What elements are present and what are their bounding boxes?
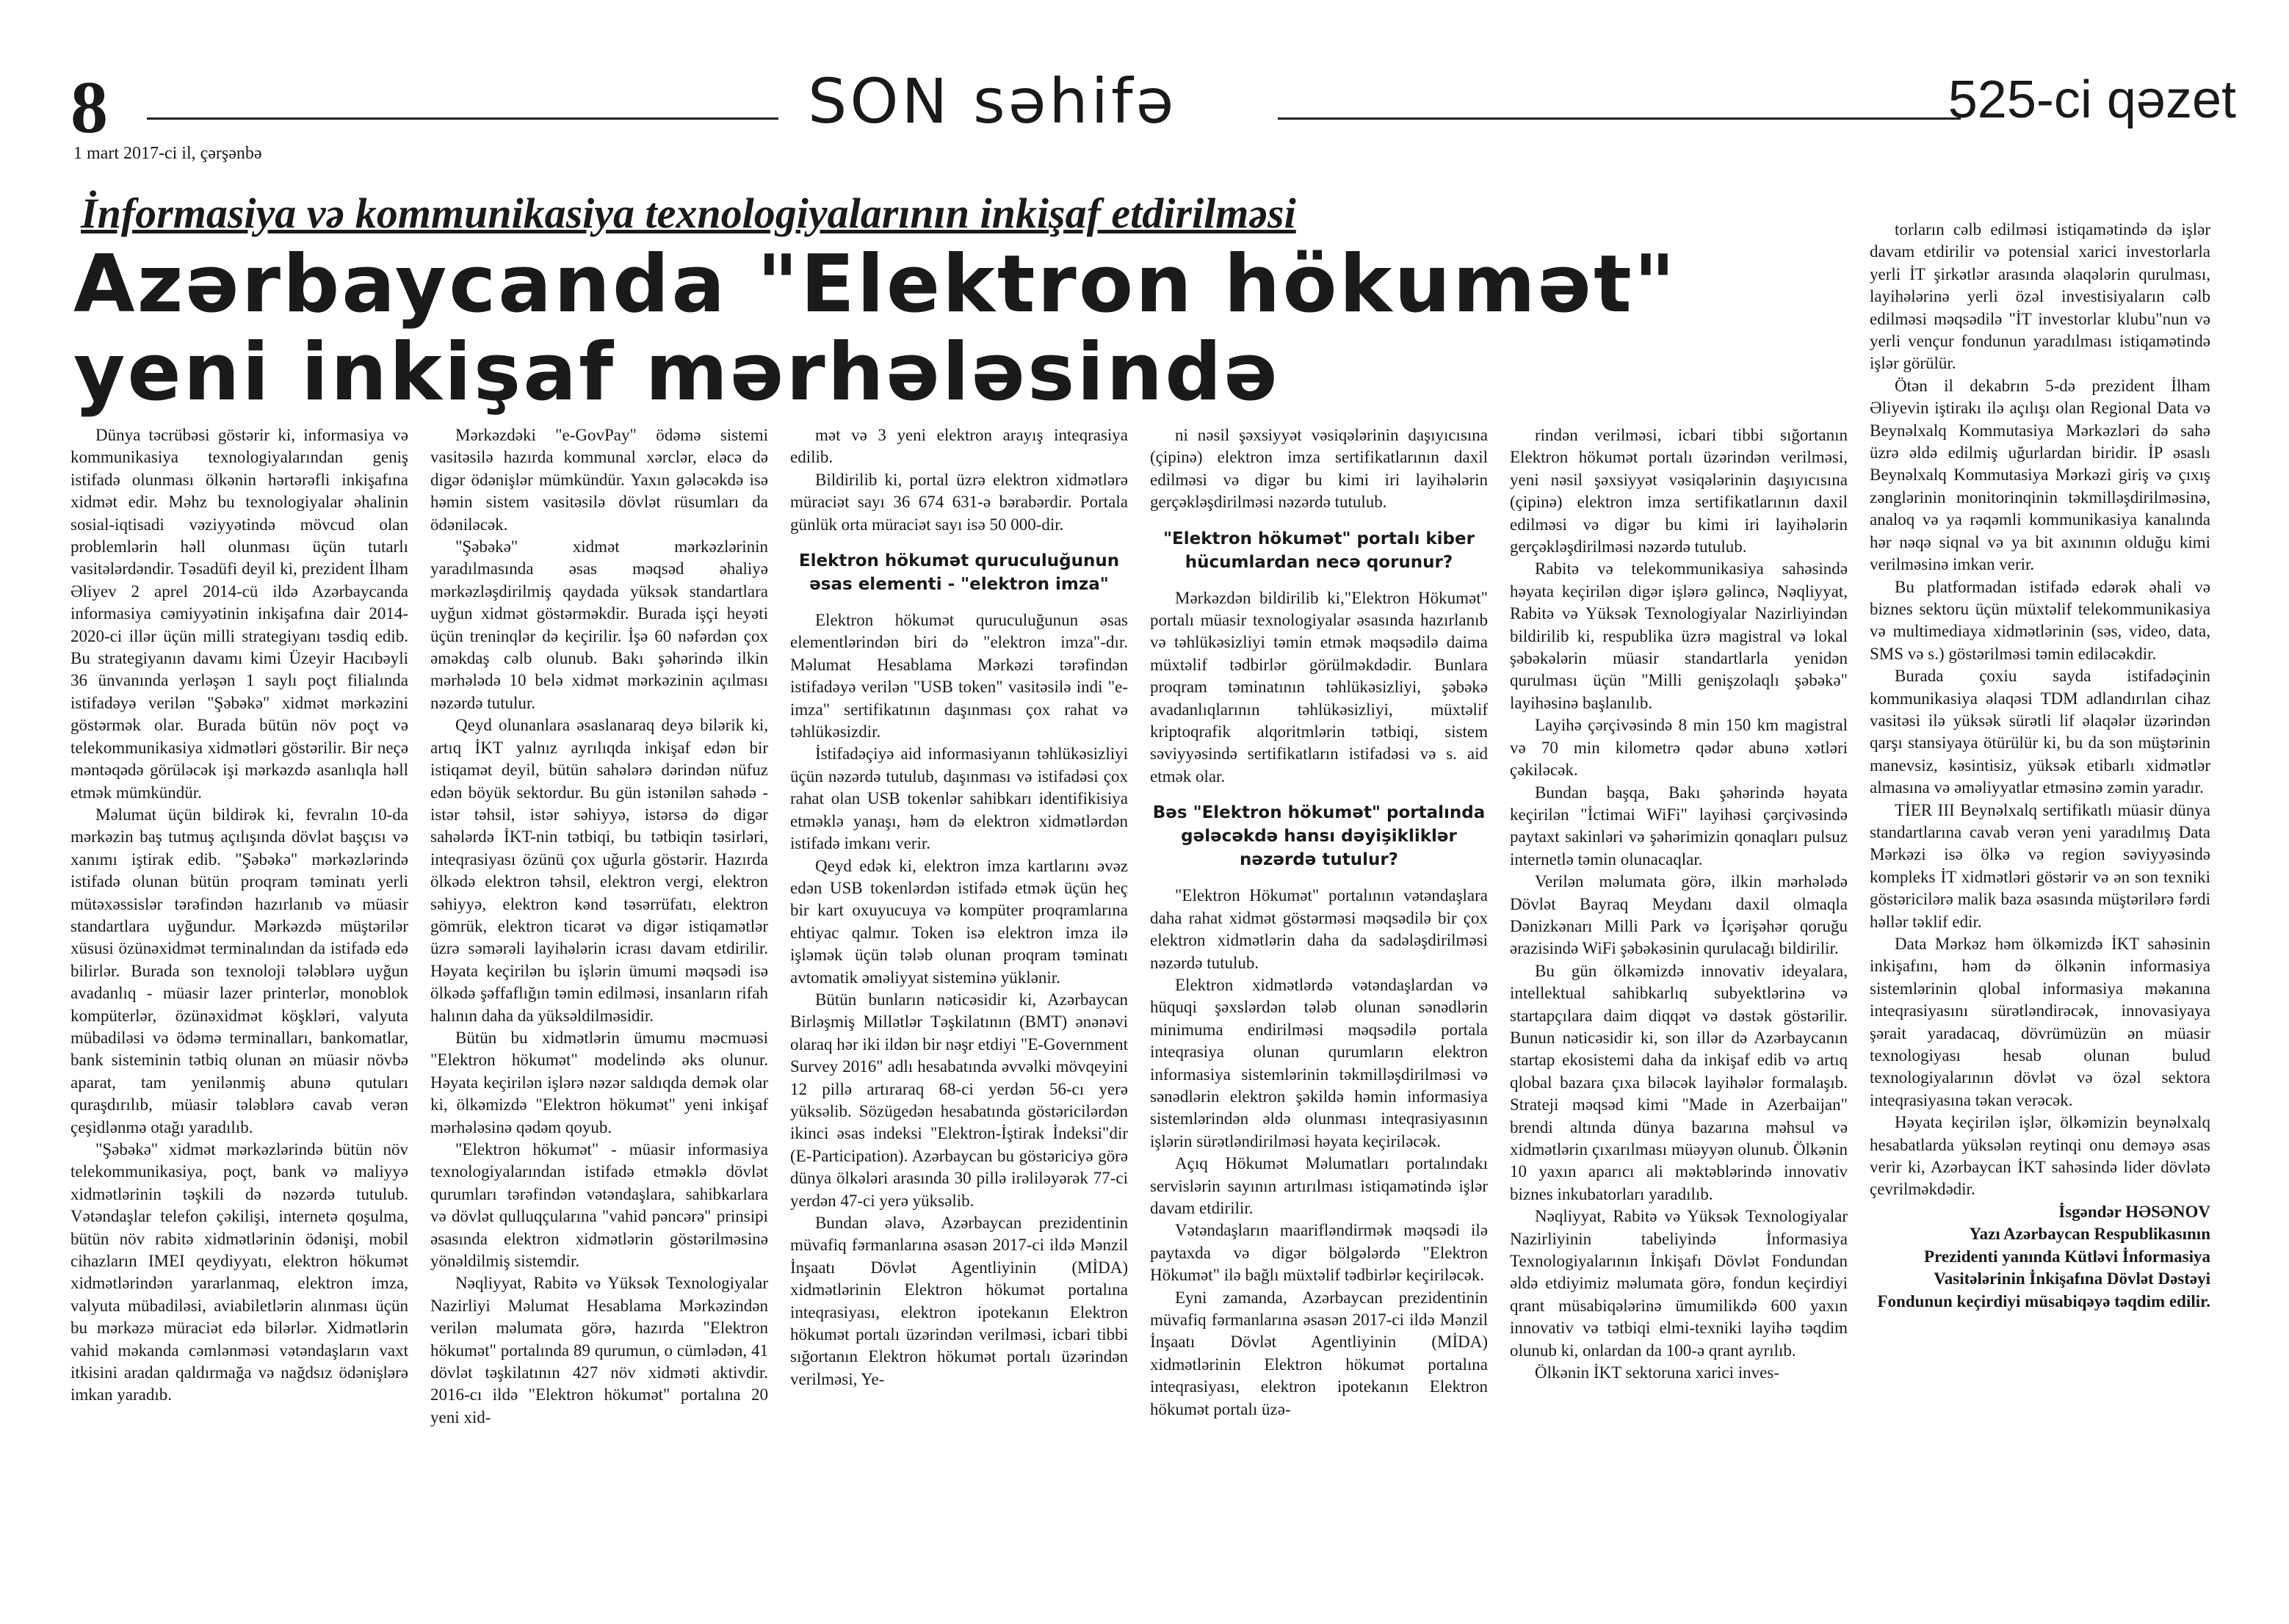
paragraph: Elektron hökumət quruculuğunun əsas elementlərindən biri də "elektron imza"-dır. Məlumat Hesablama Mərkəzi tərəfindən istifadəyə verilən "USB token" vasitəsilə indi "e-imza" sertifikatının daşınması çox rahat və təhlükəsizdir. [790,611,1128,742]
paragraph: "Şəbəkə" xidmət mərkəzlərinin yaradılmasında əsas məqsəd əhaliyə mərkəzləşdirilmiş qaydada yüksək standartlara uyğun xidmət göstərməkdir. Burada işçi heyəti üçün treninqlər də keçirilir. İşə 60 nəfərdən çox əməkdaş cəlb olunub. Bakı şəhərində ilkin mərhələdə 10 belə xidmət mərkəzinin açılması nəzərdə tutulur. [430,537,768,712]
paragraph: rindən verilməsi, icbari tibbi sığortanın Elektron hökumət portalı üzərindən verilməsi, yeni nəsil şəxsiyyət vəsiqələrinin daşıyıcısına (çipinə) elektron imza sertifikatlarının daxil edilməsi və digər bu kimi iri layihələrin gerçəkləşdirilməsi nəzərdə tutulub. [1510,426,1848,557]
paragraph: Nəqliyyat, Rabitə və Yüksək Texnologiyalar Nazirliyi Məlumat Hesablama Mərkəzindən verilən məlumata görə, hazırda "Elektron hökumət" portalında 89 qurumun, o cümlədən, 41 dövlət təşkilatının 427 növ xidməti aktivdir. 2016-cı ildə "Elektron hökumət" portalına 20 yeni xid- [430,1274,768,1427]
paragraph: Verilən məlumata görə, ilkin mərhələdə Dövlət Bayraq Meydanı daxil olmaqla Dənizkənarı Milli Park və İçərişəhər qoruğu ərazisində WiFi şəbəkəsinin qurulacağı bildirilir. [1510,872,1848,958]
issue-date: 1 mart 2017-ci il, çərşənbə [73,144,262,163]
paragraph: Nəqliyyat, Rabitə və Yüksək Texnologiyalar Nazirliyinin tabeliyində İnformasiya Texnologiyalarının İnkişafı Dövlət Fondundan əldə etdiyimiz məlumata görə, fondun keçirdiyi qrant müsabiqələrinə ümumilikdə 600 yaxın innovativ və tətbiqi elmi-texniki layihə təqdim olunub ki, onlardan da 100-ə qrant ayrılıb. [1510,1207,1848,1360]
header-rule-left [147,117,778,120]
subheading-cyber-protection: "Elektron hökumət" portalı kiber hücumlardan necə qorunur? [1163,529,1475,572]
subheading-electronic-signature: Elektron hökumət quruculuğunun əsas elementi - "elektron imza" [798,551,1120,595]
column-1 [70,424,408,1407]
paragraph: Bundan əlavə, Azərbaycan prezidentinin müvafiq fərmanlarına əsasən 2017-ci ildə Mənzil İnşaatı Dövlət Agentliyinin (MİDA) xidmətlərinin Elektron hökumət portalına inteqrasiyası, elektron ipotekanın Elektron hökumət portalı üzərindən verilməsi, icbari tibbi sığortanın Elektron hökumət portalı üzərindən verilməsi, Ye- [790,1214,1128,1388]
header-rule-right [1278,117,1961,120]
paragraph: "Şəbəkə" xidmət mərkəzlərində bütün növ telekommunikasiya, poçt, bank və maliyyə xidmətlərinin təşkili də nəzərdə tutulub. Vətəndaşlar telefon çəkilişi, internetə qoşulma, bütün növ rabitə xidmətlərinin ödənişi, mobil cihazların IMEI qeydiyyatı, elektron hökumət xidmətlərindən yararlanmaq, elektron imza, valyuta mübadiləsi, aviabiletlərin alınması üçün bu mərkəzə müraciət edə bilərlər. Xidmətlərin vahid məkanda cəmlənməsi vətəndaşların vaxt itkisini aradan qaldırmağa və nağdsız ödənişlərə imkan yaradıb. [70,1140,408,1404]
paragraph: "Elektron Hökumət" portalının vətəndaşlara daha rahat xidmət göstərməsi məqsədilə bir çox elektron xidmətlərin daha da sadələşdirilməsi nəzərdə tutulub. [1150,886,1488,972]
paragraph: Elektron xidmətlərdə vətəndaşlardan və hüquqi şəxslərdən tələb olunan sənədlərin minimuma endirilməsi məqsədilə portala inteqrasiya olunan qurumların elektron informasiya sistemlərinin təkmilləşdirilməsi və sənədlərin elektron şəkildə həmin informasiya sistemlərindən əldə olunması inteqrasiyasının işlərin sürətləndirilməsi həyata keçiriləcək. [1150,975,1488,1150]
paragraph: Bütün bunların nəticəsidir ki, Azərbaycan Birləşmiş Millətlər Təşkilatının (BMT) ənənəvi olaraq hər iki ildən bir nəşr etdiyi "E-Government Survey 2016" adlı hesabatında əvvəlki mövqeyini 12 pillə artıraraq 68-ci yerdən 56-cı yerə yüksəlib. Sözügedən hesabatında göstəricilərdən ikinci əsas indeksi "Elektron-İştirak İndeksi"dir (E-Participation). Azərbaycan bu göstəriciyə görə dünya ölkələri arasında 30 pillə irəliləyərək 77-ci yerdən 47-ci yerə yüksəlib. [790,990,1128,1210]
column-4 [1150,424,1488,1421]
column-2 [430,424,768,1429]
headline-line-2: yeni inkişaf mərhələsində [73,327,1280,418]
page-number: 8 [70,66,108,149]
paragraph: ni nəsil şəxsiyyət vəsiqələrinin daşıyıcısına (çipinə) elektron imza sertifikatlarının daxil edilməsi və digər bu kimi iri layihələrin gerçəkləşdirilməsi nəzərdə tutulub. [1150,426,1488,512]
paragraph: TİER III Beynəlxalq sertifikatlı müasir dünya standartlarına cavab verən yeni yaradılmış Data Mərkəzi isə ölkə və region səviyyəsində kompleks İT xidmətləri göstərir və ən son texniki göstəricilərə malik baza əsasında müştərilərə fərdi həllər təklif edir. [1870,800,2210,931]
newspaper-name: 525-ci qəzet [1948,70,2236,129]
paragraph: İstifadəçiyə aid informasiyanın təhlükəsizliyi üçün nəzərdə tutulub, daşınması və istifadəsi çox rahat olan USB tokenlər sahibkarı identifikisiya etməklə yanaşı, həm də elektron xidmətlərdən istifadə imkanı verir. [790,744,1128,853]
headline-line-1: Azərbaycanda "Elektron hökumət" [73,239,1677,330]
column-6 [1870,219,2210,1313]
paragraph: Bundan başqa, Bakı şəhərində həyata keçirilən "İctimai WiFi" layihəsi çərçivəsində paytaxt sakinləri və şəhərimizin qonaqları pulsuz internetlə təmin olunacaqlar. [1510,783,1848,869]
paragraph: Bildirilib ki, portal üzrə elektron xidmətlərə müraciət sayı 36 674 631-ə bərabərdir. Portala günlük orta müraciət sayı isə 50 000-dir. [790,470,1128,534]
paragraph: Eyni zamanda, Azərbaycan prezidentinin müvafiq fərmanlarına əsasən 2017-ci ildə Mənzil İnşaatı Dövlət Agentliyinin (MİDA) xidmətlərinin Elektron hökumət portalına inteqrasiyası, elektron ipotekanın Elektron hökumət portalı üzə- [1150,1288,1488,1418]
paragraph: Bu platformadan istifadə edərək əhali və biznes sektoru üçün müxtəlif telekommunikasiya və multimediaya xidmətlərinin (səs, video, data, SMS və s.) göstərilməsi təmin ediləcəkdir. [1870,577,2210,663]
paragraph: Qeyd edək ki, elektron imza kartlarını əvəz edən USB tokenlərdən istifadə etmək üçün heç bir kart oxuyucuya və kompüter proqramlarına ehtiyac qalmır. Token isə elektron imza ilə işləmək üçün tələb olunan proqram təminatı avtomatik əməliyyat sisteminə yüklənir. [790,856,1128,987]
paragraph: Layihə çərçivəsində 8 min 150 km magistral və 70 min kilometrə qədər abunə xətləri çəkiləcək. [1510,716,1848,780]
paragraph: mət və 3 yeni elektron arayış inteqrasiya edilib. [790,426,1128,467]
paragraph: Vətəndaşların maarifləndirmək məqsədi ilə paytaxda və digər bölgələrdə "Elektron Hökumət" ilə bağlı müxtəlif tədbirlər keçiriləcək. [1150,1221,1488,1285]
paragraph: torların cəlb edilməsi istiqamətində də işlər davam etdirilir və potensial xarici investorlarla yerli İT şirkətlər arasında əlaqələrin qurulması, layihələrinə yerli özəl investisiyaların cəlb edilməsi məqsədilə "İT investorlar klubu"nun və yerli vençur fondunun yaradılması istiqamətində işlər görülür. [1870,220,2210,373]
author-note: Yazı Azərbaycan Respublikasının Prezidenti yanında Kütləvi İnformasiya Vasitələrinin İnkişafına Dövlət Dəstəyi Fondunun keçirdiyi müsabiqəyə təqdim edilir. [1877,1225,2210,1311]
paragraph: Bu gün ölkəmizdə innovativ ideyalara, intellektual sahibkarlıq subyektlərinə və startapçılara daim diqqət və dəstək göstərilir. Bunun nəticəsidir ki, son illər də Azərbaycanın startap ekosistemi daha da inkişaf edib və artıq qlobal bazara çıxa biləcək layihələr formalaşıb. Strateji məqsəd kimi "Made in Azerbaijan" brendi altında dünya bazarına məhsul və xidmətlərin çıxarılması müəyyən olunub. Ölkənin 10 yaxın aparıcı ali məktəblərində innovativ biznes inkubatorları yaradılıb. [1510,961,1848,1203]
column-3 [790,424,1128,1391]
article-headline [73,241,1677,417]
paragraph: Mərkəzdəki "e-GovPay" ödəmə sistemi vasitəsilə hazırda kommunal xərclər, eləcə də digər ödənişlər mümkündür. Yaxın gələcəkdə isə həmin sistem vasitəsilə dövlət rüsumları da ödəniləcək. [430,426,768,534]
paragraph: Mərkəzdən bildirilib ki,"Elektron Hökumət" portalı müasir texnologiyalar əsasında hazırlanıb və təhlükəsizliyi təmin etmək məqsədilə daima müxtəlif tədbirlər görülməkdədir. Bunlara proqram təminatının təhlükəsizliyi, şəbəkə avadanlıqlarının təhlükəsizliyi, müxtəlif kriptoqrafik alqoritmlərin tətbiqi, sistem səviyyəsində sertifikatların istifadəsi və s. aid etmək olar. [1150,588,1488,786]
paragraph: Qeyd olunanlara əsaslanaraq deyə bilərik ki, artıq İKT yalnız ayrılıqda inkişaf edən bir istiqamət deyil, bütün sahələrə dərindən nüfuz edən böyük sektordur. Bu gün istənilən sahədə - istər təhsil, istər səhiyyə, istərsə də digər sahələrdə İKT-nin tətbiqi, bu tətbiqin təsirləri, inteqrasiyası özünü çox uğurla göstərir. Hazırda ölkədə elektron təhsil, elektron vergi, elektron səhiyyə, elektron kənd təsərrüfatı, elektron gömrük, elektron ticarət və digər istiqamətlər üzrə səmərəli layihələrin icrası davam etdirilir. Həyata keçirilən bu işlərin ümumi məqsədi isə ölkədə şəffaflığın təmin edilməsi, insanların rifah halının daha da yüksəldilməsidir. [430,716,768,1025]
paragraph: Məlumat üçün bildirək ki, fevralın 10-da mərkəzin baş tutmuş açılışında dövlət başçısı və xanımı iştirak edib. "Şəbəkə" mərkəzlərində istifadə olunan bütün proqram təminatı yerli mütəxəssislər tərəfindən hazırlanıb və müasir standartlara uyğundur. Mərkəzdə müştərilər xüsusi özünəxidmət terminalından da istifadə edə bilirlər. Burada son texnoloji tələblərə uyğun avadanlıq - müasir lazer printerlər, monoblok kompüterlər, özünəxidmət köşkləri, valyuta mübadiləsi və ödəmə terminalları, bankomatlar, bank sisteminin tətbiq olunan ən müasir növbə aparat, tam yenilənmiş abunə qutuları quraşdırılıb, müasir tələblərə cavab verən çeşidlənmə otağı yaradılıb. [70,805,408,1137]
paragraph: Data Mərkəz həm ölkəmizdə İKT sahəsinin inkişafını, həm də ölkənin informasiya sistemlərinin qlobal informasiya məkanına inteqrasiyasını sürətləndirəcək, innovasiyaya şərait yaradacaq, dövrümüzün ən müasir texnologiyası hesab olunan bulud texnologiyalarının dövlət və özəl sektora inteqrasiyasına təkan verəcək. [1870,935,2210,1109]
paragraph: Açıq Hökumət Məlumatları portalındakı servislərin sayının artırılması istiqamətində işlər davam etdirilir. [1150,1154,1488,1217]
article-kicker: İnformasiya və kommunikasiya texnologiyalarının inkişaf etdirilməsi [81,189,1296,237]
paragraph: Həyata keçirilən işlər, ölkəmizin beynəlxalq hesabatlarda yüksələn reytinqi onu deməyə əsas verir ki, Azərbaycan İKT sahəsində lider dövlətə çevrilməkdədir. [1870,1113,2210,1199]
paragraph: Ölkənin İKT sektoruna xarici inves- [1535,1363,1779,1382]
paragraph: Dünya təcrübəsi göstərir ki, informasiya və kommunikasiya texnologiyalarından geniş istifadə olunması ölkənin hərtərəfli inkişafına xidmət edir. Məhz bu texnologiyalar əhalinin sosial-iqtisadi vəziyyətində mövcud olan problemlərin həll olunması üçün tutarlı vasitələrdəndir. Təsadüfi deyil ki, prezident İlham Əliyev 2 aprel 2014-cü ildə Azərbaycanda informasiya cəmiyyətinin inkişafına dair 2014-2020-ci illər üçün milli strategiyanı təsdiq edib. Bu strategiyanın davamı kimi Üzeyir Hacıbəyli 36 ünvanında yerləşən 1 saylı poçt filialında istifadəyə verilən "Şəbəkə" xidmət mərkəzini göstərmək olar. Burada bütün növ poçt və telekommunikasiya xidmətləri göstərilir. Bir neçə məntəqədə görüləcək işi mərkəzdə asanlıqla həll etmək mümkündür. [70,426,408,802]
paragraph: Burada çoxiu sayda istifadəçinin kommunikasiya əlaqəsi TDM adlandırılan cihaz vasitəsi ilə yüksək sürətli lif əlaqələr üzərindən qarşı stansiyaya ötürülür ki, bu da son müştərinin manevsiz, kəsintisiz, yüksək etibarlı xidmətlər almasına və əməliyyatlar etməsinə zəmin yaradır. [1870,667,2210,797]
author-signature: İsgəndər HƏSƏNOV [2058,1202,2210,1221]
column-5 [1510,424,1848,1384]
subheading-future-changes: Bəs "Elektron hökumət" portalında gələcəkdə hansı dəyişikliklər nəzərdə tutulur? [1152,803,1486,870]
section-title: SON səhifə [808,65,1177,137]
paragraph: Ötən il dekabrın 5-də prezident İlham Əliyevin iştirakı ilə açılışı olan Regional Data və Beynəlxalq Kommutasiya Mərkəzləri də sahə üzrə əldə edilmiş uğurlardan biridir. İP əsaslı Beynəlxalq Kommutasiya Mərkəzi giriş və çıxış zənglərinin monitorinqinin təkmilləşdirilməsinə, analoq və ya rəqəmli kommunikasiya kanalında hər nəqə siqnal və ya bit axınının olduğu kimi verilməsinə imkan verir. [1870,376,2210,574]
paragraph: Rabitə və telekommunikasiya sahəsində həyata keçirilən digər işlərə gəlincə, Nəqliyyat, Rabitə və Yüksək Texnologiyalar Nazirliyindən bildirilib ki, respublika üzrə magistral və lokal şəbəkələrin müasir standartlarla yenidən qurulması üçün "Milli genişzolaqlı şəbəkə" layihəsinə başlanılıb. [1510,559,1848,712]
paragraph: "Elektron hökumət" - müasir informasiya texnologiyalarından istifadə etməklə dövlət qurumları tərəfindən vətəndaşlara, sahibkarlara və dövlət qulluqçularına "vahid pəncərə" prinsipi əsasında elektron xidmətlərin göstərilməsinə yönəldilmiş sistemdir. [430,1140,768,1271]
paragraph: Bütün bu xidmətlərin ümumu məcmuəsi "Elektron hökumət" modelində əks olunur. Həyata keçirilən işlərə nəzər saldıqda demək olar ki, ölkəmizdə "Elektron hökumət" yeni inkişaf mərhələsinə qədəm qoyub. [430,1028,768,1137]
